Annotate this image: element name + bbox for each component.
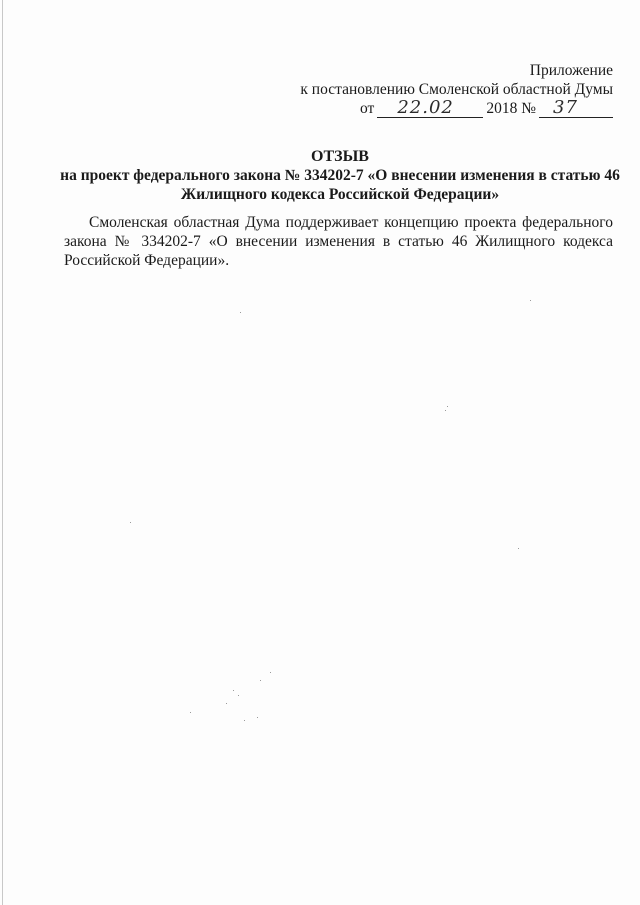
date-number-row [360,99,613,118]
scan-edge [2,0,3,905]
date-prefix: от [360,100,375,117]
document-title [60,147,620,204]
appendix-label: Приложение [529,62,613,79]
handwritten-number: 37 [553,97,578,118]
resolution-reference: к постановлению Смоленской областной Думы [300,81,613,98]
year-number-label: 2018 № [486,100,536,117]
title-main: ОТЗЫВ [311,148,369,165]
date-field [377,97,483,118]
body-paragraph: Смоленская областная Дума поддерживает концепцию проекта федерального закона № 334202-7 «О внесении изменения в статью 46 Жилищного кодекса Российской Федерации». [64,214,613,269]
title-line-2: на проект федерального закона № 334202-7 «О внесении изменения в статью 46 [60,167,620,184]
handwritten-date: 22.02 [397,97,454,118]
number-field [539,97,613,118]
appendix-header [300,61,613,118]
title-line-3: Жилищного кодекса Российской Федерации» [180,186,500,203]
